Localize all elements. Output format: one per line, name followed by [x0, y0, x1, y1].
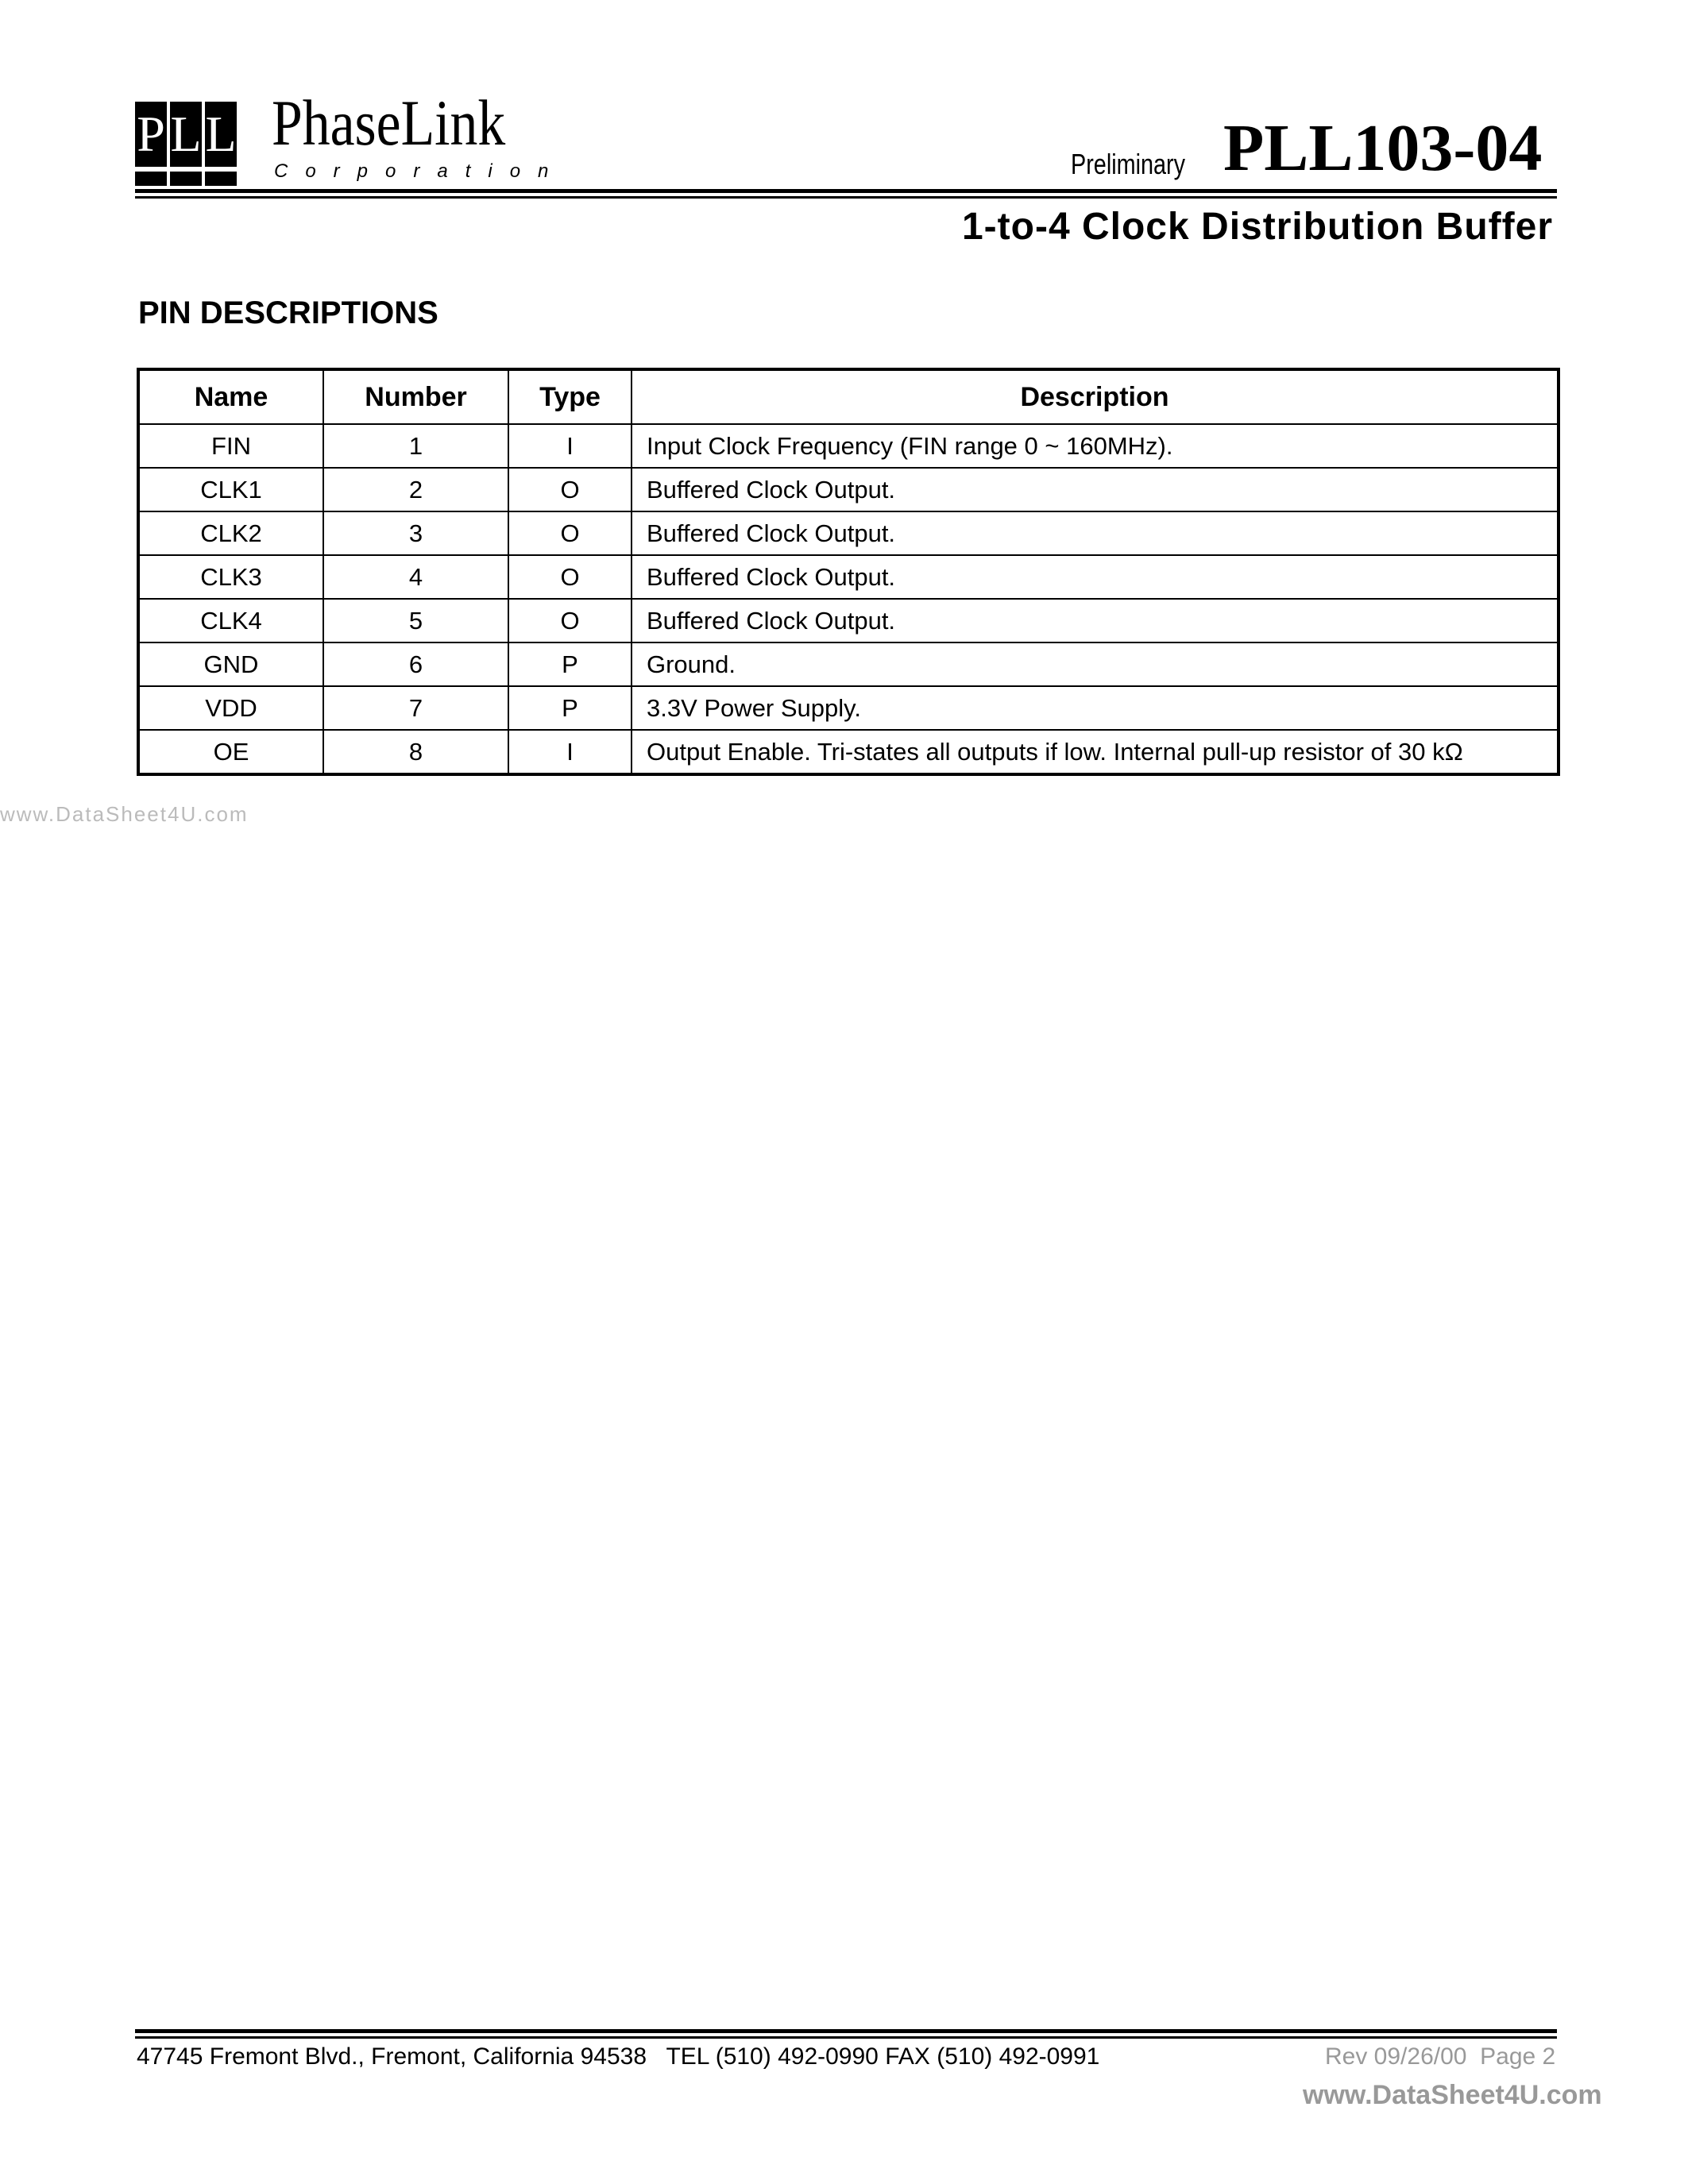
status-label: Preliminary — [1071, 148, 1186, 180]
col-number: Number — [323, 369, 508, 424]
pin-number: 6 — [323, 642, 508, 686]
pin-number: 1 — [323, 424, 508, 468]
pin-number: 7 — [323, 686, 508, 730]
pin-type: O — [508, 599, 632, 642]
part-number: PLL103-04 — [1223, 111, 1543, 185]
pin-type: P — [508, 642, 632, 686]
pin-name: OE — [138, 730, 323, 774]
pin-type: O — [508, 468, 632, 511]
pin-description: 3.3V Power Supply. — [632, 686, 1559, 730]
logo-bar — [205, 172, 237, 186]
table-row — [138, 730, 1559, 774]
table-row — [138, 642, 1559, 686]
table-row — [138, 599, 1559, 642]
footer-watermark: www.DataSheet4U.com — [1303, 2080, 1602, 2110]
section-title: PIN DESCRIPTIONS — [138, 295, 438, 330]
pin-description: Ground. — [632, 642, 1559, 686]
table-header-row — [138, 369, 1559, 424]
pin-type: P — [508, 686, 632, 730]
company-sub: Corporation — [274, 160, 566, 182]
footer-rule — [135, 2036, 1557, 2039]
pin-type: O — [508, 555, 632, 599]
pin-name: GND — [138, 642, 323, 686]
header-rule — [135, 196, 1557, 199]
pin-description: Buffered Clock Output. — [632, 555, 1559, 599]
table-row — [138, 424, 1559, 468]
logo-letter-l2: L — [205, 102, 237, 167]
header-rule — [135, 189, 1557, 193]
subtitle: 1-to-4 Clock Distribution Buffer — [961, 206, 1553, 248]
table-row — [138, 511, 1559, 555]
pin-name: CLK4 — [138, 599, 323, 642]
table-row — [138, 468, 1559, 511]
pin-description: Input Clock Frequency (FIN range 0 ~ 160MHz). — [632, 424, 1559, 468]
pin-name: CLK1 — [138, 468, 323, 511]
pin-number: 8 — [323, 730, 508, 774]
pin-type: O — [508, 511, 632, 555]
logo-letter-l1: L — [170, 102, 202, 167]
pin-type: I — [508, 730, 632, 774]
pin-description: Output Enable. Tri-states all outputs if low. Internal pull-up resistor of 30 kΩ — [632, 730, 1559, 774]
pin-description: Buffered Clock Output. — [632, 599, 1559, 642]
pin-number: 4 — [323, 555, 508, 599]
table-row — [138, 555, 1559, 599]
logo-letter-p: P — [135, 102, 167, 167]
col-type: Type — [508, 369, 632, 424]
company-name: PhaseLink — [272, 87, 506, 159]
pin-name: CLK2 — [138, 511, 323, 555]
footer-address: 47745 Fremont Blvd., Fremont, California 94538 TEL (510) 492-0990 FAX (510) 492-0991 — [137, 2043, 1100, 2070]
pin-description: Buffered Clock Output. — [632, 468, 1559, 511]
pin-table — [137, 368, 1560, 776]
footer-rev: Rev 09/26/00 Page 2 — [1325, 2043, 1556, 2070]
pin-name: CLK3 — [138, 555, 323, 599]
footer-rule — [135, 2029, 1557, 2033]
col-description: Description — [632, 369, 1559, 424]
logo-bar — [170, 172, 202, 186]
table-row — [138, 686, 1559, 730]
logo-bar — [135, 172, 167, 186]
pin-number: 5 — [323, 599, 508, 642]
pin-description: Buffered Clock Output. — [632, 511, 1559, 555]
pin-name: FIN — [138, 424, 323, 468]
pin-number: 2 — [323, 468, 508, 511]
watermark-left: www.DataSheet4U.com — [0, 802, 249, 826]
pin-type: I — [508, 424, 632, 468]
pin-name: VDD — [138, 686, 323, 730]
pin-number: 3 — [323, 511, 508, 555]
col-name: Name — [138, 369, 323, 424]
